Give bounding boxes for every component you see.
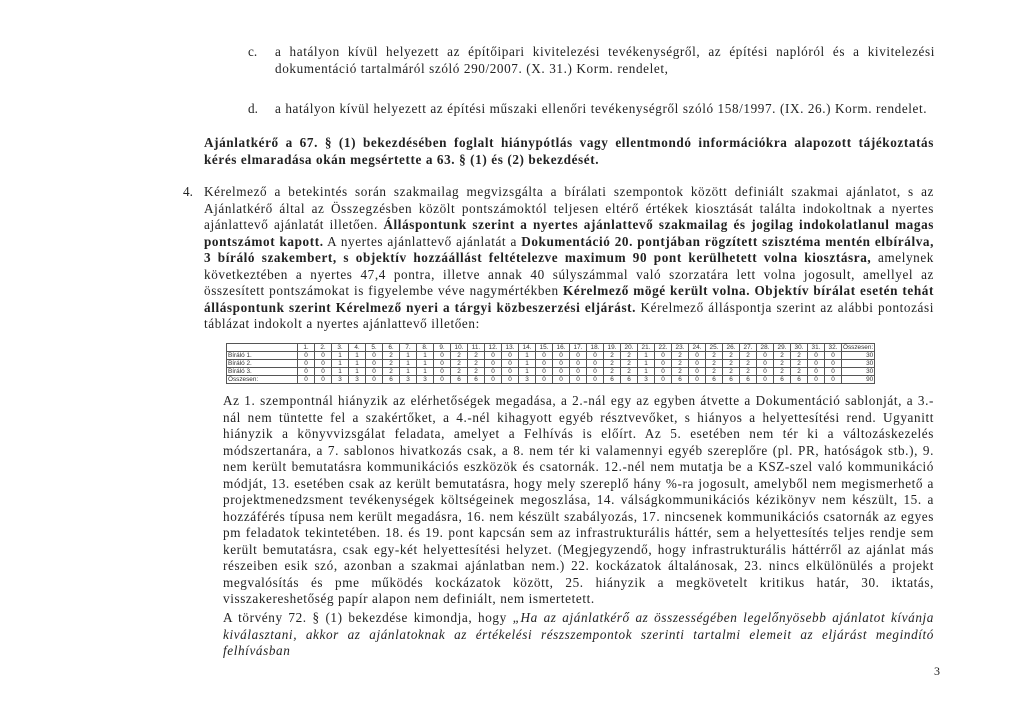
- table-cell: 1: [332, 352, 349, 360]
- deficiencies-paragraph: Az 1. szempontnál hiányzik az elérhetőségek megadása, a 2.-nál egy az egyben átvette a Dokumentáció sablonját, a 3.-nál nem tüntette fel a szakértőket, a 4.-nél kihagyott egyéb résztvevőket, s hiányos a helyettesítési rend. Ugyanitt hiányzik a könyvvizsgálat feladata, amelyet a Felhívás is előírt. Az 5. esetében nem tér ki a változáskezelés módszertanára, a 7. sablonos hivatkozás csak, a 8. nem tér ki valamennyi egyéb szereplőre (pl. PR, hatóságok stb.), 9. nem került bemutatásra kommunikációs eszközök és csatornák. 12.-nél nem mutatja be a KSZ-szel való kommunikáció módját, 13. esetében csak az került bemutatásra, hogy mely szereplő hány %-ra jogosult, amelyből nem megismerhető a projektmenedzsment tevékenységek költségeinek megoszlása, 14. válságkommunikációs kézikönyv nem készült, 15. a hozzáférés típusa nem került megadásra, 16. nem készült szabályozás, 17. nincsenek kommunikációs csatornák az egyes pm feladatok tekintetében. 18. és 19. pont kapcsán sem az infrastrukturális háttér, sem a helyettesítés teljes rendje sem került bemutatásra, csak egy-két helyettesítési helyzet. (Megjegyzendő, hogy infrastrukturális háttérről az ajánlat más részeiben esik szó, azonban a szakmai ajánlatban nem.) 22. kockázatok általánosak, 23. nincs elkülönülés a projekt megvalósítás és pme működés kockázatok között, 25. hiányzik a megkövetelt kritikus határ, 30. iktatás, visszakereshetőség papír alapon nem definiált, nem ismertetett.: [223, 393, 934, 606]
- table-header-cell: 3.: [332, 344, 349, 352]
- table-row-label: Bíráló 3.: [227, 368, 298, 376]
- table-cell: 0: [757, 360, 774, 368]
- table-cell: 0: [366, 376, 383, 384]
- table-cell: 0: [808, 352, 825, 360]
- table-cell: 6: [383, 376, 400, 384]
- table-cell: 0: [315, 352, 332, 360]
- table-header-cell: 18.: [587, 344, 604, 352]
- table-cell: 2: [451, 352, 468, 360]
- table-cell: 2: [723, 368, 740, 376]
- table-cell: 2: [740, 368, 757, 376]
- table-header-cell: 6.: [383, 344, 400, 352]
- table-cell: 0: [825, 368, 842, 376]
- table-row: [227, 352, 875, 360]
- table-cell: 0: [502, 368, 519, 376]
- table-header-cell: 13.: [502, 344, 519, 352]
- table-header-cell: 15.: [536, 344, 553, 352]
- table-cell: 1: [519, 360, 536, 368]
- table-cell: 0: [298, 352, 315, 360]
- table-cell: 0: [366, 360, 383, 368]
- table-header-cell: 14.: [519, 344, 536, 352]
- point-4-bold-b: Álláspontunk szerint a nyertes ajánlattevő szakmailag és jogilag indokolatlanul magas pontszámot kapott.: [204, 217, 934, 249]
- table-cell: 0: [689, 376, 706, 384]
- table-sum-header: Összesen:: [843, 344, 874, 351]
- point-4-paragraph: [204, 184, 934, 333]
- table-cell: 1: [417, 368, 434, 376]
- table-cell: 0: [502, 360, 519, 368]
- table-cell: 2: [621, 352, 638, 360]
- table-cell: 1: [349, 368, 366, 376]
- table-header-cell: 9.: [434, 344, 451, 352]
- table-cell: 1: [349, 352, 366, 360]
- table-cell: 2: [621, 368, 638, 376]
- table-cell: 6: [723, 376, 740, 384]
- table-row-sum: 90: [842, 376, 875, 384]
- table-cell: 2: [723, 352, 740, 360]
- list-item-d: a hatályon kívül helyezett az építési műszaki ellenőri tevékenységről szóló 158/1997. (IX. 26.) Korm. rendelet.: [275, 101, 928, 116]
- table-cell: 0: [485, 352, 502, 360]
- table-cell: 0: [536, 376, 553, 384]
- table-cell: 2: [604, 368, 621, 376]
- table-cell: 6: [604, 376, 621, 384]
- table-cell: 0: [689, 352, 706, 360]
- table-cell: 0: [808, 360, 825, 368]
- table-cell: 1: [417, 360, 434, 368]
- table-header-cell: 11.: [468, 344, 485, 352]
- table-row: [227, 376, 875, 384]
- table-cell: 2: [468, 360, 485, 368]
- table-cell: 0: [825, 376, 842, 384]
- table-row: [227, 368, 875, 376]
- table-cell: 6: [791, 376, 808, 384]
- table-cell: 0: [587, 376, 604, 384]
- table-cell: 0: [434, 352, 451, 360]
- table-cell: 6: [706, 376, 723, 384]
- table-cell: 0: [570, 360, 587, 368]
- table-cell: 2: [383, 360, 400, 368]
- point-4-text-a: Kérelmező a betekintés során szakmailag megvizsgálta a bírálati szempontok között definiált szakmai ajánlatot, s az Ajánlatkérő által az Összegzésben közölt pontszámoktól teljesen eltérő értékek kiosztását találta indokoltnak a nyertes ajánlattevő ajánlatát illetően.: [204, 184, 934, 232]
- table-cell: 1: [400, 360, 417, 368]
- table-cell: 2: [791, 368, 808, 376]
- table-header-cell: 26.: [723, 344, 740, 352]
- list-marker-d: d.: [248, 101, 258, 116]
- table-cell: 3: [638, 376, 655, 384]
- table-cell: 0: [366, 368, 383, 376]
- table-cell: 6: [621, 376, 638, 384]
- table-cell: 0: [757, 376, 774, 384]
- table-cell: 2: [621, 360, 638, 368]
- table-corner-cell: [227, 344, 298, 352]
- table-cell: 2: [791, 360, 808, 368]
- table-cell: 2: [383, 368, 400, 376]
- table-row-label: Összesen:: [227, 376, 298, 384]
- table-cell: 2: [723, 360, 740, 368]
- point-4-bold-f: Kérelmező mögé került volna. Objektív bírálat esetén tehát álláspontunk szerint Kérelmező nyeri a tárgyi közbeszerzési eljárást.: [204, 283, 934, 315]
- table-cell: 0: [536, 360, 553, 368]
- table-cell: 0: [502, 352, 519, 360]
- point-4-text-e: amelynek következtében a nyertes 47,4 pontra, illetve annak 40 súlyszámmal való szorzatára lett volna jogosult, amellyel az összesített pontszámokat is figyelembe véve nagymértékben: [204, 250, 935, 298]
- table-cell: 6: [468, 376, 485, 384]
- table-cell: 0: [655, 352, 672, 360]
- table-header-cell: 30.: [791, 344, 808, 352]
- table-header-cell: 25.: [706, 344, 723, 352]
- table-cell: 0: [502, 376, 519, 384]
- table-cell: 2: [672, 368, 689, 376]
- table-cell: 6: [740, 376, 757, 384]
- table-header-cell: 21.: [638, 344, 655, 352]
- table-cell: 0: [553, 352, 570, 360]
- law-quote-text: „Ha az ajánlatkérő az összességében legelőnyösebb ajánlatot kívánja kiválasztani, akkor az ajánlatoknak az értékelési részszempontok szerinti tartalmi elemeit az eljárást megindító felhívásban: [223, 610, 934, 658]
- table-cell: 2: [774, 352, 791, 360]
- table-cell: 0: [655, 376, 672, 384]
- table-header-cell: 5.: [366, 344, 383, 352]
- table-cell: 0: [570, 352, 587, 360]
- point-4-bold-d: Dokumentáció 20. pontjában rögzített szisztéma mentén elbírálva, 3 bíráló szakembert, s objektív hozzáállást feltételezve maximum 90 pont kerülhetett volna kiosztásra,: [204, 233, 935, 265]
- table-header-cell: 20.: [621, 344, 638, 352]
- table-cell: 0: [757, 352, 774, 360]
- table-cell: 2: [706, 352, 723, 360]
- table-cell: 0: [434, 360, 451, 368]
- point-4-text-c: A nyertes ajánlattevő ajánlatát a: [323, 233, 522, 249]
- law-quote-intro: A törvény 72. § (1) bekezdése kimondja, hogy: [223, 610, 513, 625]
- table-cell: 1: [519, 352, 536, 360]
- table-cell: 0: [315, 368, 332, 376]
- table-header-cell: 16.: [553, 344, 570, 352]
- table-header-cell: 7.: [400, 344, 417, 352]
- table-cell: 1: [638, 352, 655, 360]
- table-cell: 1: [332, 368, 349, 376]
- list-item-c: a hatályon kívül helyezett az építőipari kivitelezési tevékenységről, az építési naplóról és a kivitelezési dokumentáció tartalmáról szóló 290/2007. (X. 31.) Korm. rendelet,: [275, 44, 935, 76]
- table-cell: 0: [553, 376, 570, 384]
- table-cell: 0: [689, 368, 706, 376]
- table-header-cell: 29.: [774, 344, 791, 352]
- table-cell: 0: [536, 368, 553, 376]
- table-cell: 0: [587, 360, 604, 368]
- table-cell: 0: [553, 368, 570, 376]
- table-cell: 2: [774, 360, 791, 368]
- point-4-text-g: Kérelmező álláspontja szerint az alábbi pontozási táblázat indokolt a nyertes ajánlattevő illetően:: [204, 299, 934, 331]
- table-cell: 2: [672, 360, 689, 368]
- table-cell: 2: [468, 368, 485, 376]
- table-cell: 2: [451, 368, 468, 376]
- table-cell: 0: [587, 352, 604, 360]
- table-cell: 2: [604, 360, 621, 368]
- table-row-sum: 30: [842, 352, 875, 360]
- table-cell: 0: [434, 368, 451, 376]
- table-cell: 1: [638, 360, 655, 368]
- table-cell: 3: [349, 376, 366, 384]
- table-header-cell: 28.: [757, 344, 774, 352]
- table-cell: 0: [587, 368, 604, 376]
- table-cell: 0: [298, 376, 315, 384]
- table-cell: 2: [740, 360, 757, 368]
- table-cell: 2: [774, 368, 791, 376]
- table-cell: 0: [689, 360, 706, 368]
- table-cell: 0: [434, 376, 451, 384]
- table-row-label: Bíráló 2.: [227, 360, 298, 368]
- table-cell: 1: [417, 352, 434, 360]
- table-cell: 0: [485, 368, 502, 376]
- table-cell: 0: [808, 368, 825, 376]
- table-header-cell: 27.: [740, 344, 757, 352]
- table-cell: 0: [315, 360, 332, 368]
- table-header-cell: 19.: [604, 344, 621, 352]
- table-header-cell: 12.: [485, 344, 502, 352]
- table-cell: 0: [315, 376, 332, 384]
- scoring-table: [226, 343, 875, 384]
- table-header-cell: 2.: [315, 344, 332, 352]
- table-cell: 1: [400, 368, 417, 376]
- table-cell: 2: [604, 352, 621, 360]
- table-cell: 2: [706, 360, 723, 368]
- table-cell: 1: [638, 368, 655, 376]
- table-cell: 6: [774, 376, 791, 384]
- table-row: [227, 360, 875, 368]
- table-header-cell: 24.: [689, 344, 706, 352]
- table-cell: 1: [349, 360, 366, 368]
- table-row-sum: 30: [842, 368, 875, 376]
- table-cell: 0: [825, 360, 842, 368]
- table-header-cell: 8.: [417, 344, 434, 352]
- table-header-cell: 23.: [672, 344, 689, 352]
- table-cell: 1: [400, 352, 417, 360]
- table-header-cell: 4.: [349, 344, 366, 352]
- table-cell: 0: [825, 352, 842, 360]
- table-cell: 0: [485, 376, 502, 384]
- table-cell: 0: [298, 360, 315, 368]
- table-cell: 0: [553, 360, 570, 368]
- table-header-cell: 22.: [655, 344, 672, 352]
- table-header-row: [227, 344, 875, 352]
- table-cell: 2: [791, 352, 808, 360]
- table-cell: 0: [655, 368, 672, 376]
- table-row-sum: 30: [842, 360, 875, 368]
- table-cell: 0: [655, 360, 672, 368]
- table-header-cell: 17.: [570, 344, 587, 352]
- point-4-marker: 4.: [183, 184, 193, 199]
- table-cell: 0: [366, 352, 383, 360]
- table-cell: 3: [417, 376, 434, 384]
- table-cell: 6: [451, 376, 468, 384]
- table-cell: 0: [298, 368, 315, 376]
- table-cell: 0: [808, 376, 825, 384]
- conclusion-paragraph: Ajánlatkérő a 67. § (1) bekezdésében foglalt hiánypótlás vagy ellentmondó információkra alapozott tájékoztatás kérés elmaradása okán megsértette a 63. § (1) és (2) bekezdését.: [204, 135, 934, 167]
- table-cell: 3: [519, 376, 536, 384]
- list-marker-c: c.: [248, 44, 258, 59]
- table-cell: 0: [757, 368, 774, 376]
- table-cell: 2: [451, 360, 468, 368]
- table-cell: 0: [536, 352, 553, 360]
- table-cell: 2: [740, 352, 757, 360]
- table-cell: 6: [672, 376, 689, 384]
- table-cell: 2: [672, 352, 689, 360]
- table-header-cell: 1.: [298, 344, 315, 352]
- table-cell: 2: [706, 368, 723, 376]
- table-header-cell: 32.: [825, 344, 842, 352]
- table-cell: 1: [519, 368, 536, 376]
- table-header-cell: 31.: [808, 344, 825, 352]
- table-cell: 0: [485, 360, 502, 368]
- table-cell: 3: [332, 376, 349, 384]
- table-row-label: Bíráló 1.: [227, 352, 298, 360]
- page-number: 3: [934, 664, 940, 678]
- table-cell: 2: [468, 352, 485, 360]
- table-cell: 3: [400, 376, 417, 384]
- table-cell: 0: [570, 376, 587, 384]
- table-cell: 2: [383, 352, 400, 360]
- table-header-cell: 10.: [451, 344, 468, 352]
- law-quote-paragraph: [223, 610, 934, 660]
- table-cell: 1: [332, 360, 349, 368]
- table-cell: 0: [570, 368, 587, 376]
